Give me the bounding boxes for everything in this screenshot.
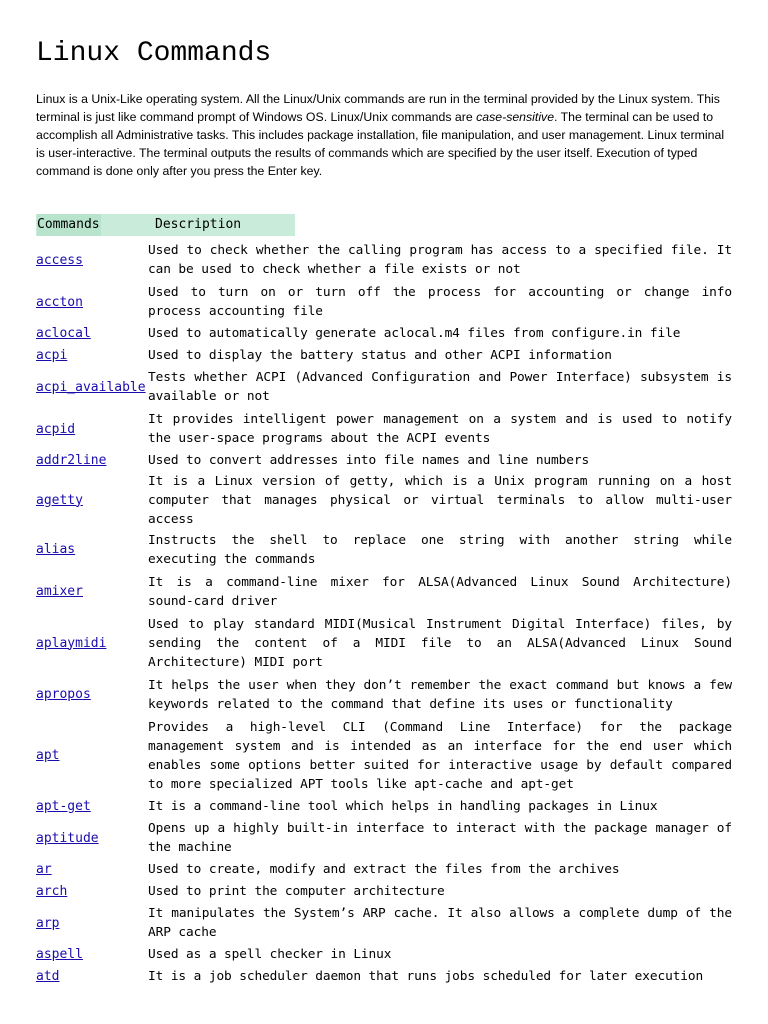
command-link[interactable]: aclocal xyxy=(36,326,91,342)
command-description: Used as a spell checker in Linux xyxy=(148,947,392,963)
table-row xyxy=(36,281,732,323)
intro-emphasis: case-sensitive xyxy=(476,110,555,124)
command-link[interactable]: arch xyxy=(36,883,68,899)
command-link[interactable]: addr2line xyxy=(36,453,107,469)
command-description: Used to automatically generate aclocal.m4 files from configure.in file xyxy=(148,326,681,342)
command-link[interactable]: aplaymidi xyxy=(36,635,107,651)
command-link[interactable]: access xyxy=(36,252,83,268)
command-description: Used to print the computer architecture xyxy=(148,883,445,899)
command-link[interactable]: acpid xyxy=(36,421,76,437)
table-row xyxy=(36,366,732,408)
command-description: It helps the user when they don’t remember the exact command but knows a few keywords related to the command that define its uses or functionality xyxy=(148,677,732,712)
command-description: Used to create, modify and extract the files from the archives xyxy=(148,862,620,878)
intro-text-2: . The terminal can be used to accomplish all Administrative tasks. This includes package installation, file manipulation, and user management. Linux terminal is user-interactive. The terminal outputs the results of commands which are specified by the user itself. Execution of typed command is done only after you press the Enter key. xyxy=(36,110,725,178)
command-link[interactable]: aspell xyxy=(36,947,83,963)
command-link[interactable]: ar xyxy=(36,862,52,878)
command-description: Instructs the shell to replace one string with another string while executing the commands xyxy=(148,532,732,567)
command-link[interactable]: alias xyxy=(36,542,76,557)
command-description: Used to turn on or turn off the process for accounting or change info process accounting file xyxy=(148,285,732,319)
command-link[interactable]: amixer xyxy=(36,584,83,599)
command-description: Used to convert addresses into file names and line numbers xyxy=(148,453,590,469)
command-link[interactable]: acpi xyxy=(36,347,68,363)
page-title: Linux Commands xyxy=(36,38,272,69)
command-description: It is a command-line tool which helps in handling packages in Linux xyxy=(148,798,658,814)
command-link[interactable]: agetty xyxy=(36,492,83,508)
command-description: Used to play standard MIDI(Musical Instrument Digital Interface) files, by sending the content of a MIDI file to an ALSA(Advanced Linux Sound Architecture) MIDI port xyxy=(148,616,732,670)
table-row xyxy=(36,966,732,988)
command-link[interactable]: atd xyxy=(36,968,60,984)
table-header xyxy=(36,214,295,236)
table-row xyxy=(36,944,732,966)
command-description: It provides intelligent power management on a system and is used to notify the user-space programs about the ACPI events xyxy=(148,412,732,446)
command-description: Tests whether ACPI (Advanced Configuration and Power Interface) subsystem is available or not xyxy=(148,370,732,404)
table-row xyxy=(36,323,732,345)
command-link[interactable]: accton xyxy=(36,294,83,310)
commands-table xyxy=(36,239,732,987)
table-row xyxy=(36,859,732,881)
table-row xyxy=(36,674,732,716)
command-description: It manipulates the System’s ARP cache. It also allows a complete dump of the ARP cache xyxy=(148,906,732,940)
intro-text-1: Linux is a Unix-Like operating system. All the Linux/Unix commands are run in the terminal provided by the Linux system. This terminal is just like command prompt of Windows OS. Linux/Unix commands are xyxy=(36,92,720,124)
command-link[interactable]: arp xyxy=(36,915,60,931)
command-link[interactable]: apropos xyxy=(36,687,91,702)
table-row xyxy=(36,239,732,281)
table-row xyxy=(36,796,732,818)
command-description: It is a Linux version of getty, which is a Unix program running on a host computer that manages physical or virtual terminals to allow multi-user access xyxy=(148,473,732,527)
command-link[interactable]: acpi_available xyxy=(36,379,146,395)
table-row xyxy=(36,613,732,674)
command-link[interactable]: apt xyxy=(36,748,60,763)
table-row xyxy=(36,881,732,903)
table-row xyxy=(36,716,732,796)
command-link[interactable]: apt-get xyxy=(36,798,91,814)
command-description: Used to display the battery status and other ACPI information xyxy=(148,347,612,363)
command-description: It is a job scheduler daemon that runs jobs scheduled for later execution xyxy=(148,968,704,984)
intro-paragraph xyxy=(36,90,732,180)
command-description: Used to check whether the calling program has access to a specified file. It can be used to check whether a file exists or not xyxy=(148,243,732,277)
table-row xyxy=(36,345,732,367)
table-row xyxy=(36,817,732,859)
command-description: It is a command-line mixer for ALSA(Advanced Linux Sound Architecture) sound-card driver xyxy=(148,574,732,609)
command-link[interactable]: aptitude xyxy=(36,830,99,846)
header-description: Description xyxy=(155,217,242,232)
table-row xyxy=(36,450,732,472)
command-description: Opens up a highly built-in interface to interact with the package manager of the machine xyxy=(148,821,732,855)
table-row xyxy=(36,408,732,450)
table-row xyxy=(36,902,732,944)
table-row xyxy=(36,472,732,529)
table-row xyxy=(36,529,732,571)
command-description: Provides a high-level CLI (Command Line Interface) for the package management system and is intended as an interface for the end user which enables some options better suited for interactive usage by default compared to more specialized APT tools like apt-cache and apt-get xyxy=(148,719,732,792)
table-row xyxy=(36,571,732,613)
header-commands: Commands xyxy=(37,214,101,236)
